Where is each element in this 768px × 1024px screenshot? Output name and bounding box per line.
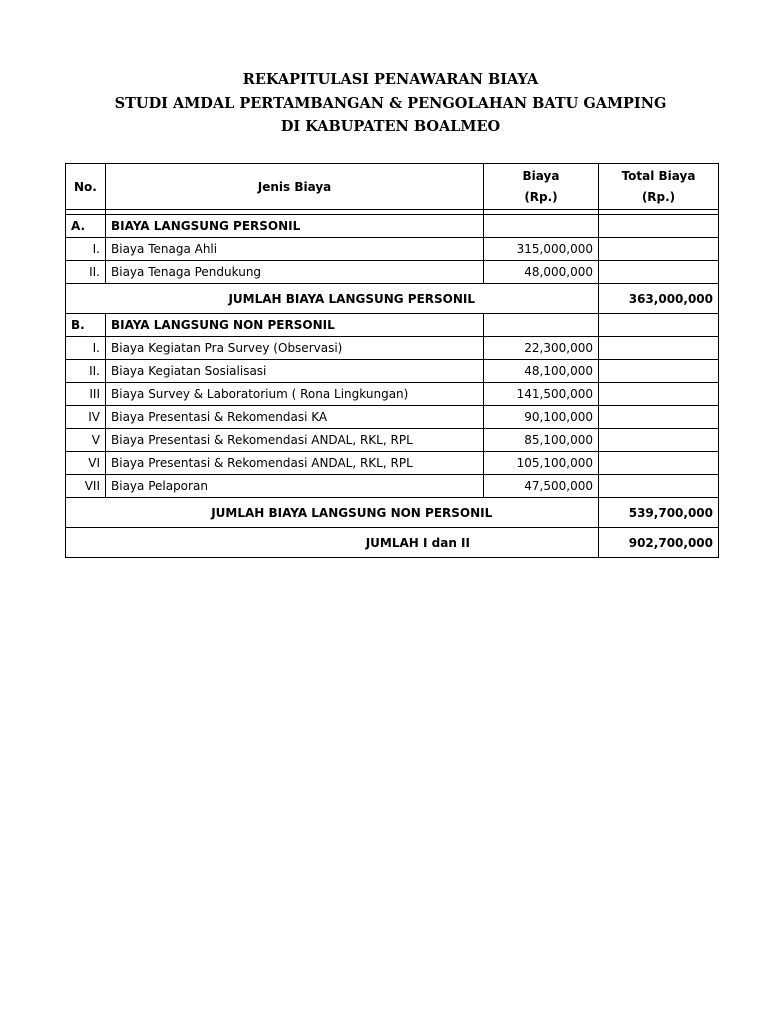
row-biaya: 105,100,000 — [484, 452, 599, 475]
header-no: No. — [66, 164, 106, 210]
row-jenis: Biaya Pelaporan — [106, 475, 484, 498]
subtotal-b-label: JUMLAH BIAYA LANGSUNG NON PERSONIL — [106, 498, 599, 528]
row-no: II. — [66, 360, 106, 383]
row-jenis: Biaya Tenaga Ahli — [106, 238, 484, 261]
header-jenis-biaya: Jenis Biaya — [106, 164, 484, 210]
row-biaya: 85,100,000 — [484, 429, 599, 452]
grand-total-row — [66, 528, 719, 558]
table-row — [66, 261, 719, 284]
subtotal-a-row — [66, 284, 719, 314]
title-line-3: DI KABUPATEN BOALMEO — [280, 118, 501, 135]
title-line-2: STUDI AMDAL PERTAMBANGAN & PENGOLAHAN BATU GAMPING — [114, 94, 667, 112]
row-no: V — [66, 429, 106, 452]
grand-total-label: JUMLAH I dan II — [106, 528, 599, 558]
row-jenis: Biaya Presentasi & Rekomendasi KA — [106, 406, 484, 429]
header-total-biaya — [599, 164, 719, 210]
row-jenis: Biaya Tenaga Pendukung — [106, 261, 484, 284]
table-row — [66, 337, 719, 360]
subtotal-b-value: 539,700,000 — [599, 498, 719, 528]
table-header-row — [66, 164, 719, 210]
row-jenis: Biaya Kegiatan Pra Survey (Observasi) — [106, 337, 484, 360]
row-no: III — [66, 383, 106, 406]
row-no: VI — [66, 452, 106, 475]
table-row — [66, 383, 719, 406]
row-biaya: 48,000,000 — [484, 261, 599, 284]
cost-table — [65, 163, 719, 558]
table-row — [66, 475, 719, 498]
row-biaya: 22,300,000 — [484, 337, 599, 360]
subtotal-b-row — [66, 498, 719, 528]
row-biaya: 141,500,000 — [484, 383, 599, 406]
row-jenis: Biaya Presentasi & Rekomendasi ANDAL, RKL, RPL — [106, 452, 484, 475]
row-no: IV — [66, 406, 106, 429]
subtotal-a-value: 363,000,000 — [599, 284, 719, 314]
header-total-unit: (Rp.) — [641, 189, 676, 204]
row-no: I. — [66, 337, 106, 360]
row-jenis: Biaya Kegiatan Sosialisasi — [106, 360, 484, 383]
document-title — [0, 68, 768, 139]
row-biaya: 315,000,000 — [484, 238, 599, 261]
title-line-1: REKAPITULASI PENAWARAN BIAYA — [242, 71, 539, 88]
section-a-label: BIAYA LANGSUNG PERSONIL — [106, 215, 484, 238]
grand-total-value: 902,700,000 — [599, 528, 719, 558]
table-row — [66, 238, 719, 261]
header-biaya-unit: (Rp.) — [524, 189, 558, 204]
row-no: VII — [66, 475, 106, 498]
header-total-label: Total Biaya — [621, 168, 696, 183]
header-biaya — [484, 164, 599, 210]
row-jenis: Biaya Presentasi & Rekomendasi ANDAL, RKL, RPL — [106, 429, 484, 452]
header-biaya-label: Biaya — [522, 168, 560, 183]
row-no: II. — [66, 261, 106, 284]
section-b-no: B. — [66, 314, 106, 337]
section-b-label: BIAYA LANGSUNG NON PERSONIL — [106, 314, 484, 337]
section-b-row — [66, 314, 719, 337]
subtotal-a-label: JUMLAH BIAYA LANGSUNG PERSONIL — [106, 284, 599, 314]
table-row — [66, 360, 719, 383]
section-a-no: A. — [66, 215, 106, 238]
row-biaya: 48,100,000 — [484, 360, 599, 383]
row-biaya: 90,100,000 — [484, 406, 599, 429]
row-biaya: 47,500,000 — [484, 475, 599, 498]
table-row — [66, 452, 719, 475]
section-a-row — [66, 215, 719, 238]
table-row — [66, 429, 719, 452]
row-jenis: Biaya Survey & Laboratorium ( Rona Lingkungan) — [106, 383, 484, 406]
table-row — [66, 406, 719, 429]
row-no: I. — [66, 238, 106, 261]
